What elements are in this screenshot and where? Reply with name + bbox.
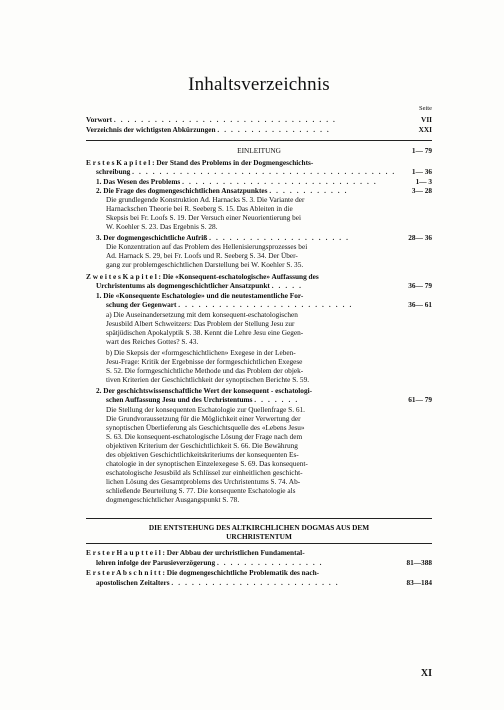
toc-line: Vorwort . . . . . . . . . . . . . . . . . . . . . . . . . . . . . . . . . VII bbox=[86, 115, 432, 124]
toc-desc: synoptischen Überlieferung als Geschichtsquelle des «Lebens Jesu» bbox=[106, 423, 305, 432]
toc-desc: Jesusbild Albert Schweitzers: Das Problem der Stellung Jesu zur bbox=[106, 319, 295, 328]
toc-line: 3. Der dogmengeschichtliche Aufriß . . . . . . . . . . . . . . . . . . . . . 28— 36 bbox=[96, 233, 432, 242]
toc-part: E r s t e r H a u p t t e i l : Der Abbau der urchristlichen Fundamental- bbox=[86, 548, 305, 557]
toc-desc: b) Die Skepsis der «formgeschichtlichen» Exegese in der Leben- bbox=[106, 348, 296, 357]
toc-desc: des objektiven Geschichtlichkeitskriteriums der konsequenten Es- bbox=[106, 450, 299, 459]
toc-desc: Die grundlegende Konstruktion Ad. Harnacks S. 3. Die Variante der bbox=[106, 195, 305, 204]
toc-line: Urchristentums als dogmengeschichtlicher Ansatzpunkt . . . . . 36— 79 bbox=[96, 281, 432, 290]
toc-desc: gang zur problemgeschichtlichen Darstellung bei W. Koehler S. 35. bbox=[106, 260, 304, 269]
toc-desc: W. Koehler S. 23. Das Ergebnis S. 28. bbox=[106, 222, 218, 231]
toc-line: 1. Die «Konsequente Eschatologie» und die neutestamentliche For- bbox=[96, 291, 304, 300]
toc-desc: S. 52. Die formgeschichtliche Methode und das Problem der objek- bbox=[106, 366, 304, 375]
toc-desc: Die Grundvoraussetzung für die Möglichkeit einer Verwertung der bbox=[106, 414, 301, 423]
page-number: XI bbox=[420, 668, 432, 679]
toc-part: E r s t e r A b s c h n i t t : Die dogmengeschichtliche Problematik des nach- bbox=[86, 568, 320, 577]
section-rule bbox=[86, 140, 432, 141]
toc-heading: URCHRISTENTUM bbox=[226, 532, 292, 541]
section-rule bbox=[86, 518, 432, 519]
toc-desc: eschatologische Jesusbild als Schlüssel zur einheitlichen geschicht- bbox=[106, 468, 303, 477]
toc-line: schung der Gegenwart . . . . . . . . . . . . . . . . . . . . . . . . . . 36— 61 bbox=[106, 300, 432, 309]
toc-chapter: E r s t e s K a p i t e l : Der Stand des Problems in der Dogmengeschichts- bbox=[86, 158, 314, 167]
seite-label: Seite bbox=[419, 105, 432, 112]
toc-desc: dogmengeschichtlicher Ausgangspunkt S. 78. bbox=[106, 495, 240, 504]
toc-line: Verzeichnis der wichtigsten Abkürzungen . . . . . . . . . . . . . . . . . XXI bbox=[86, 125, 432, 134]
toc-line: schreibung . . . . . . . . . . . . . . . . . . . . . . . . . . . . . . . . . . . . . . . 1— 36 bbox=[96, 167, 432, 176]
toc-desc: Die Stellung der konsequenten Eschatologie zur Quellenfrage S. 61. bbox=[106, 405, 305, 414]
toc-line: 2. Der geschichtswissenschaftliche Wert der konsequent - eschatologi- bbox=[96, 386, 313, 395]
toc-desc: S. 63. Die konsequent-eschatologische Lösung der Frage nach dem bbox=[106, 432, 303, 441]
toc-chapter: Z w e i t e s K a p i t e l : Die «Konsequent-eschatologische» Auffassung des bbox=[86, 272, 319, 281]
toc-desc: Harnackschen Theorie bei R. Seeberg S. 15. Das Ableiten in die bbox=[106, 204, 293, 213]
toc-line: schen Auffassung Jesu und des Urchristentums . . . . . . . 61— 79 bbox=[106, 395, 432, 404]
toc-desc: schließende Beurteilung S. 77. Die konsequente Eschatologie als bbox=[106, 486, 296, 495]
toc-desc: Skepsis bei Fr. Loofs S. 19. Der Versuch einer Neuorientierung bei bbox=[106, 213, 302, 222]
toc-desc: spätjüdischen Apokalyptik S. 38. Kennt die Lehre Jesu eine Gegen- bbox=[106, 328, 304, 337]
toc-line: 1. Das Wesen des Problems . . . . . . . . . . . . . . . . . . . . . . . . . . . . . 1— 3 bbox=[96, 177, 432, 186]
toc-desc: Ad. Harnack S. 29, bei Fr. Loofs und R. Seeberg S. 34. Der Über- bbox=[106, 251, 298, 260]
toc-line: 2. Die Frage des dogmengeschichtlichen Ansatzpunktes . . . . . . . . . . . . 3— 28 bbox=[96, 186, 432, 195]
toc-heading: DIE ENTSTEHUNG DES ALTKIRCHLICHEN DOGMAS AUS DEM bbox=[148, 523, 370, 532]
toc-desc: a) Die Auseinandersetzung mit dem konsequent-eschatologischen bbox=[106, 310, 298, 319]
toc-heading: EINLEITUNG 1— 79 bbox=[237, 146, 432, 155]
toc-desc: Die Konzentration auf das Problem des Hellenisierungsprozesses bei bbox=[106, 242, 308, 251]
toc-line: lehren infolge der Parusieverzögerung . . . . . . . . . . . . . . . . 81—388 bbox=[96, 558, 432, 567]
toc-desc: lichen Lösung des Gesamtproblems des Urchristentums S. 74. Ab- bbox=[106, 477, 301, 486]
section-rule bbox=[86, 543, 432, 544]
toc-line: apostolischen Zeitalters . . . . . . . . . . . . . . . . . . . . . . . . . 83—184 bbox=[96, 578, 432, 587]
page-title: Inhaltsverzeichnis bbox=[188, 74, 330, 95]
toc-desc: tiven Kriterien der Geschichtlichkeit der synoptischen Berichte S. 59. bbox=[106, 375, 310, 384]
toc-desc: wart des Reiches Gottes? S. 43. bbox=[106, 337, 199, 346]
toc-desc: Jesu-Frage: Kritik der Ergebnisse der formgeschichtlichen Exegese bbox=[106, 357, 303, 366]
toc-desc: chatologie in der synoptischen Einzelexegese S. 69. Das konsequent- bbox=[106, 459, 308, 468]
toc-desc: objektiven Kriterium der Geschichtlichkeit S. 66. Die Bewährung bbox=[106, 441, 298, 450]
